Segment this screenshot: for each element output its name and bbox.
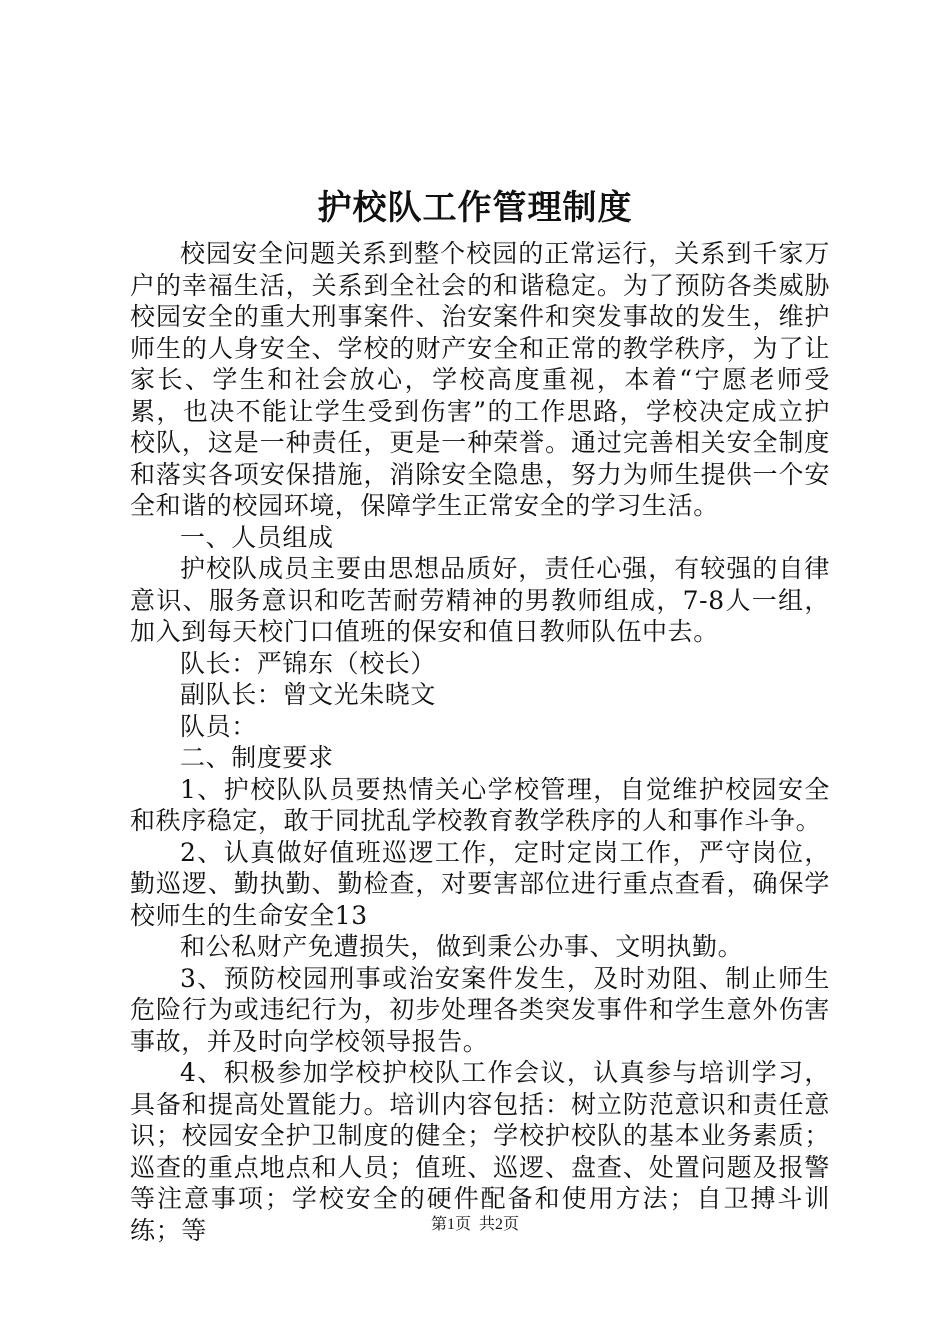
document-title: 护校队工作管理制度 <box>317 188 633 228</box>
page-total: 共2页 <box>479 1216 520 1233</box>
rule-item-2-continued: 和公私财产免遭损失，做到秉公办事、文明执勤。 <box>180 932 744 961</box>
page-number: 第1页 <box>430 1216 471 1233</box>
rule-item-2: 2、认真做好值班巡逻工作，定时定岗工作，严守岗位，勤巡逻、勤执勤、勤检查，对要害部位进行重点查看，确保学校师生的生命安全13 <box>130 837 830 930</box>
personnel-paragraph: 护校队成员主要由思想品质好，责任心强，有较强的自律意识、服务意识和吃苦耐劳精神的男教师组成，7-8人一组，加入到每天校门口值班的保安和值日教师队伍中去。 <box>130 554 830 646</box>
members-line: 队员： <box>180 711 257 741</box>
section-heading-personnel: 一、人员组成 <box>180 522 334 552</box>
page-footer <box>0 1215 950 1235</box>
rule-item-3: 3、预防校园刑事或治安案件发生，及时劝阻、制止师生危险行为或违纪行为，初步处理各类突发事件和学生意外伤害事故，并及时向学校领导报告。 <box>130 963 830 1056</box>
rule-item-4: 4、积极参加学校护校队工作会议，认真参与培训学习，具备和提高处置能力。培训内容包括：树立防范意识和责任意识；校园安全护卫制度的健全；学校护校队的基本业务素质；巡查的重点地点和人员；值班、巡逻、盘查、处置问题及报警等注意事项；学校安全的硬件配备和使用方法；自卫搏斗训练；等 <box>130 1058 830 1245</box>
vice-captain-line: 副队长：曾文光朱晓文 <box>180 680 437 709</box>
document-body <box>130 238 830 1246</box>
footer-spacer <box>471 1216 479 1233</box>
intro-paragraph: 校园安全问题关系到整个校园的正常运行，关系到千家万户的幸福生活，关系到全社会的和谐稳定。为了预防各类威胁校园安全的重大刑事案件、治安案件和突发事故的发生，维护师生的人身安全、学校的财产安全和正常的教学秩序，为了让家长、学生和社会放心，学校高度重视，本着“宁愿老师受累，也决不能让学生受到伤害”的工作思路，学校决定成立护校队，这是一种责任，更是一种荣誉。通过完善相关安全制度和落实各项安保措施，消除安全隐患，努力为师生提供一个安全和谐的校园环境，保障学生正常安全的学习生活。 <box>130 239 830 520</box>
rule-item-1: 1、护校队队员要热情关心学校管理，自觉维护校园安全和秩序稳定，敢于同扰乱学校教育教学秩序的人和事作斗争。 <box>130 774 830 835</box>
section-heading-rules: 二、制度要求 <box>180 743 334 772</box>
captain-line: 队长：严锦东（校长） <box>180 648 437 678</box>
